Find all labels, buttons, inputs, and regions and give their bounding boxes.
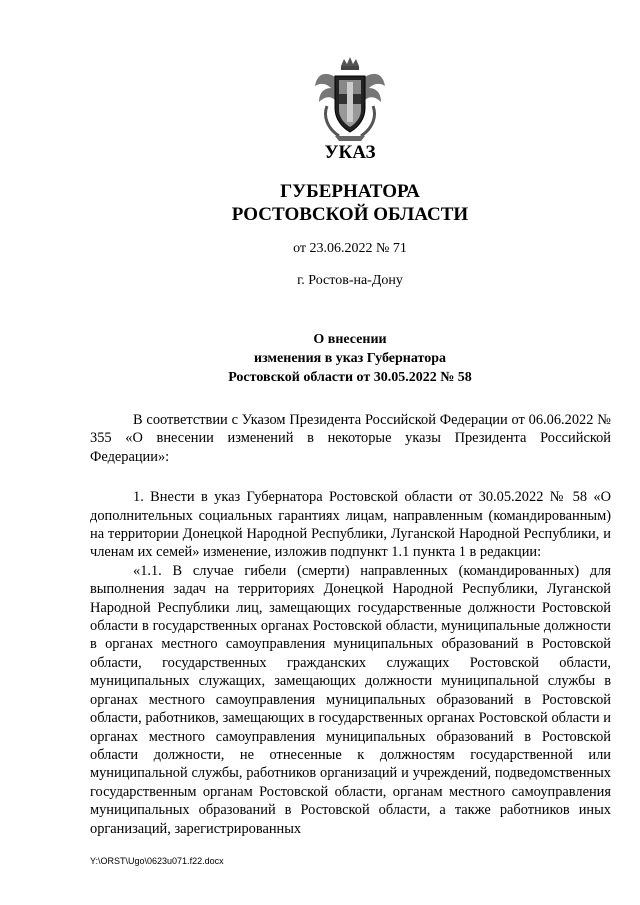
subject-line-3: Ростовской области от 30.05.2022 № 58	[228, 370, 472, 385]
file-path-footer: Y:\ORST\Ugo\0623u071.f22.docx	[90, 856, 224, 866]
document-body	[90, 411, 611, 838]
subject-line-2: изменения в указ Губернатора	[254, 351, 446, 366]
body-paragraph-2: 1. Внести в указ Губернатора Ростовской области от 30.05.2022 № 58 «О дополнительных социальных гарантиях лицам, направленным (командированным) на территории Донецкой Народной Республики, Луганской Народной Республики, и членам их семей» изменение, изложив подпункт 1.1 пункта 1 в редакции:	[90, 489, 611, 561]
authority-line-2: РОСТОВСКОЙ ОБЛАСТИ	[231, 204, 469, 225]
subject-heading	[0, 330, 640, 387]
body-paragraph-1: В соответствии с Указом Президента Российской Федерации от 06.06.2022 № 355 «О внесении изменений в некоторые указы Президента Российской Федерации»:	[90, 412, 611, 465]
coat-of-arms-icon	[313, 56, 387, 142]
document-type-title: УКАЗ	[324, 142, 376, 163]
subject-line-1: О внесении	[313, 332, 387, 347]
city: г. Ростов-на-Дону	[297, 273, 403, 288]
authority-line-1: ГУБЕРНАТОРА	[280, 181, 420, 202]
body-paragraph-3: «1.1. В случае гибели (смерти) направленных (командированных) для выполнения задач на территориях Донецкой Народной Республики, Луганской Народной Республики лиц, замещающих государственные должности Ростовской области в государственных органах Ростовской области, муниципальные должности в органах местного самоуправления муниципальных образований в Ростовской области, государственных гражданских служащих Ростовской области, муниципальных служащих, замещающих должности муниципальной службы в органах местного самоуправления муниципальных образований в Ростовской области, работников, замещающих в государственных органах Ростовской области и органах местного самоуправления муниципальных образований в Ростовской области должности, не отнесенные к должностям государственной или муниципальной службы, работников организаций и учреждений, подведомственных государственным органам Ростовской области, органам местного самоуправления муниципальных образований в Ростовской области, а также работников иных организаций, зарегистрированных	[90, 562, 611, 837]
authority-heading	[0, 180, 640, 226]
date-number: от 23.06.2022 № 71	[293, 241, 407, 256]
